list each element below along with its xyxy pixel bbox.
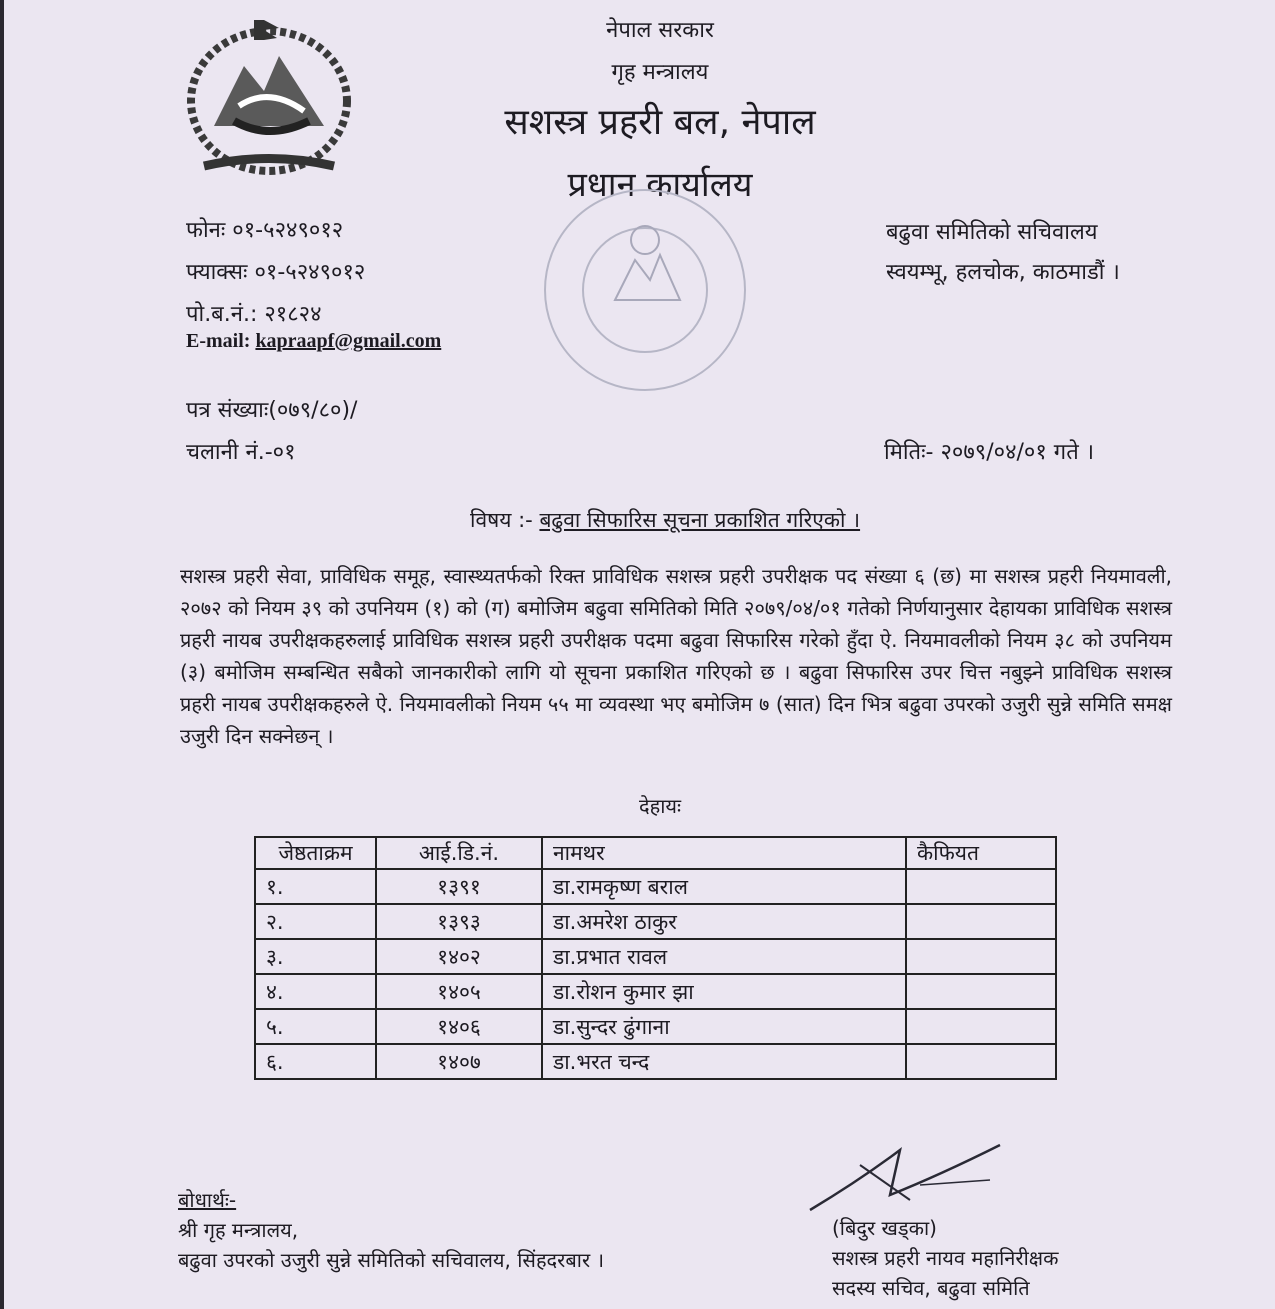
header-id: आई.डि.नं. [376, 837, 542, 869]
cell-id: १४०७ [376, 1044, 542, 1079]
promotion-table [254, 836, 1057, 1080]
cell-name: डा.सुन्दर ढुंगाना [542, 1009, 906, 1044]
cell-name: डा.रोशन कुमार झा [542, 974, 906, 1009]
cell-name: डा.रामकृष्ण बराल [542, 869, 906, 904]
signatory-name: (बिदुर खड्का) [832, 1216, 937, 1240]
cell-id: १३९१ [376, 869, 542, 904]
subject-label: विषय :- [470, 508, 540, 532]
cell-remark [906, 904, 1056, 939]
cell-remark [906, 869, 1056, 904]
org-line-force: सशस्त्र प्रहरी बल, नेपाल [504, 102, 816, 143]
cell-id: १४०५ [376, 974, 542, 1009]
table-row [255, 939, 1056, 974]
org-line-hq: प्रधान कार्यालय [567, 165, 753, 205]
cc-secretariat: बढुवा उपरको उजुरी सुन्ने समितिको सचिवालय, सिंहदरबार । [178, 1248, 605, 1272]
list-title: देहायः [638, 794, 682, 818]
handwritten-signature [800, 1140, 1010, 1220]
cell-name: डा.भरत चन्द [542, 1044, 906, 1079]
cell-order: ३. [255, 939, 376, 974]
org-line-government: नेपाल सरकार [606, 18, 714, 43]
cc-label: बोधार्थः- [178, 1188, 237, 1212]
office-name: बढुवा समितिको सचिवालय [886, 220, 1098, 245]
scan-edge [0, 0, 4, 1309]
cell-remark [906, 1044, 1056, 1079]
fax-number: फ्याक्सः ०१-५२४९०१२ [186, 260, 366, 285]
po-box: पो.ब.नं.: २१८२४ [186, 302, 322, 327]
cell-order: ४. [255, 974, 376, 1009]
signatory-role: सदस्य सचिव, बढुवा समिति [832, 1276, 1030, 1300]
table-row [255, 1009, 1056, 1044]
email-line [186, 330, 441, 353]
signatory-title: सशस्त्र प्रहरी नायव महानिरीक्षक [832, 1246, 1059, 1270]
letter-date: मितिः- २०७९/०४/०१ गते । [884, 440, 1095, 465]
office-stamp-icon [520, 180, 770, 400]
cell-name: डा.अमरेश ठाकुर [542, 904, 906, 939]
office-address: स्वयम्भू, हलचोक, काठमाडौं । [886, 260, 1120, 285]
cc-ministry: श्री गृह मन्त्रालय, [178, 1218, 299, 1242]
cell-remark [906, 939, 1056, 974]
table-row [255, 1044, 1056, 1079]
cell-name: डा.प्रभात रावल [542, 939, 906, 974]
phone-number: फोनः ०१-५२४९०१२ [186, 218, 344, 243]
cell-id: १४०६ [376, 1009, 542, 1044]
cell-remark [906, 1009, 1056, 1044]
header-name: नामथर [542, 837, 906, 869]
letter-reference: पत्र संख्याः(०७९/८०)/ [186, 398, 358, 423]
header-remark: कैफियत [906, 837, 1056, 869]
cell-order: ५. [255, 1009, 376, 1044]
cell-order: ६. [255, 1044, 376, 1079]
cell-remark [906, 974, 1056, 1009]
subject-text: बढुवा सिफारिस सूचना प्रकाशित गरिएको । [539, 508, 861, 532]
nepal-emblem-icon [184, 16, 354, 176]
table-row [255, 904, 1056, 939]
cell-id: १४०२ [376, 939, 542, 974]
header-order: जेष्ठताक्रम [255, 837, 376, 869]
subject-line [470, 506, 860, 534]
org-line-ministry: गृह मन्त्रालय [611, 60, 709, 85]
table-row [255, 869, 1056, 904]
cell-order: १. [255, 869, 376, 904]
email-link[interactable]: kapraapf@gmail.com [255, 330, 442, 352]
email-label: E-mail: [186, 330, 256, 352]
table-row [255, 974, 1056, 1009]
dispatch-number: चलानी नं.-०१ [186, 440, 296, 465]
table-header-row [255, 837, 1056, 869]
cell-order: २. [255, 904, 376, 939]
body-paragraph: सशस्त्र प्रहरी सेवा, प्राविधिक समूह, स्वास्थ्यतर्फको रिक्त प्राविधिक सशस्त्र प्रहरी उपरीक्षक पद संख्या ६ (छ) मा सशस्त्र प्रहरी नियमावली, २०७२ को नियम ३९ को उपनियम (१) को (ग) बमोजिम बढुवा समितिको मिति २०७९/०४/०१ गतेको निर्णयानुसार देहायका प्राविधिक सशस्त्र प्रहरी नायब उपरीक्षकहरुलाई प्राविधिक सशस्त्र प्रहरी उपरीक्षक पदमा बढुवा सिफारिस गरेको हुँदा ऐ. नियमावलीको नियम ३८ को उपनियम (३) बमोजिम सम्बन्धित सबैको जानकारीको लागि यो सूचना प्रकाशित गरिएको छ । बढुवा सिफारिस उपर चित्त नबुझ्ने प्राविधिक सशस्त्र प्रहरी नायब उपरीक्षकहरुले ऐ. नियमावलीको नियम ५५ मा व्यवस्था भए बमोजिम ७ (सात) दिन भित्र बढुवा उपरको उजुरी सुन्ने समिति समक्ष उजुरी दिन सक्नेछन् । [180, 564, 1172, 748]
cell-id: १३९३ [376, 904, 542, 939]
